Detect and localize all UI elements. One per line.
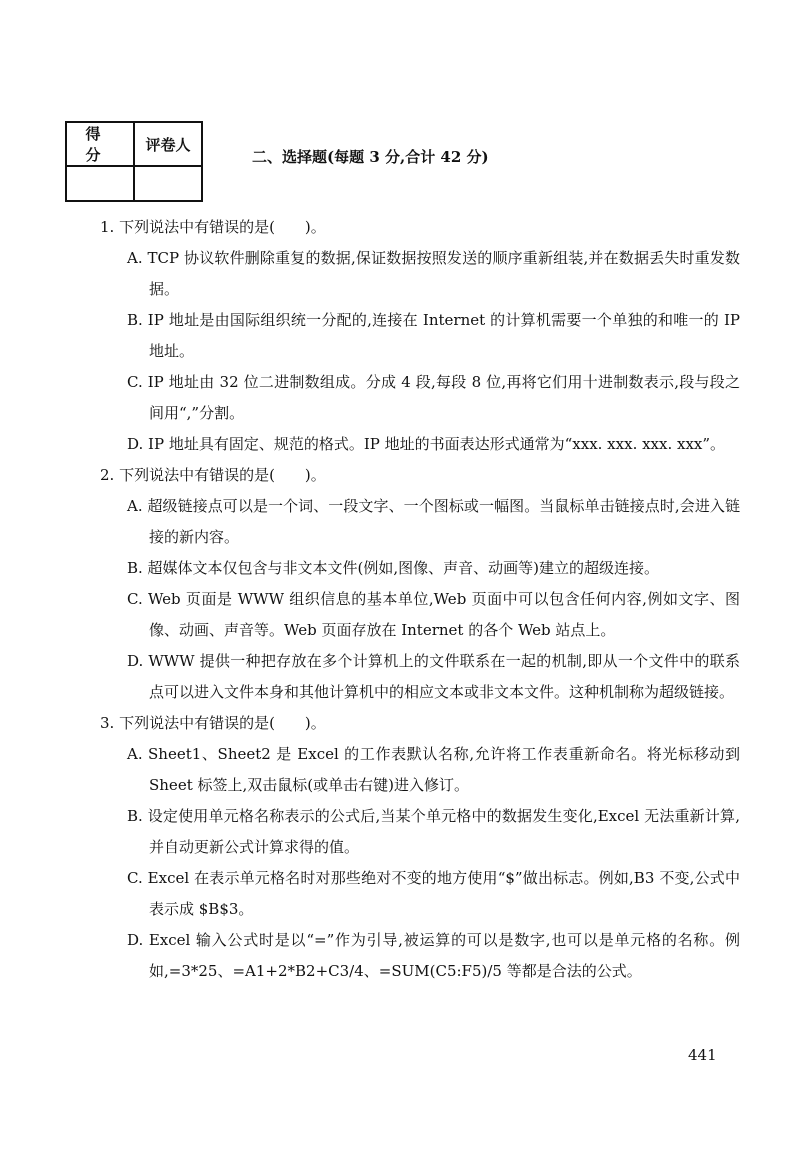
question-stem: 2. 下列说法中有错误的是( )。 xyxy=(100,466,326,484)
option-a: A. 超级链接点可以是一个词、一段文字、一个图标或一幅图。当鼠标单击链接点时,会进入链接的新内容。 xyxy=(127,497,740,546)
option-b: B. 设定使用单元格名称表示的公式后,当某个单元格中的数据发生变化,Excel 无法重新计算,并自动更新公式计算求得的值。 xyxy=(127,807,740,856)
option-d: D. WWW 提供一种把存放在多个计算机上的文件联系在一起的机制,即从一个文件中的联系点可以进入文件本身和其他计算机中的相应文本或非文本文件。这种机制称为超级链接。 xyxy=(127,652,740,701)
score-label-cell xyxy=(66,122,134,166)
option-b: B. IP 地址是由国际组织统一分配的,连接在 Internet 的计算机需要一个单独的和唯一的 IP 地址。 xyxy=(127,311,740,360)
section-title: 二、选择题(每题 3 分,合计 42 分) xyxy=(252,148,489,166)
question-stem: 3. 下列说法中有错误的是( )。 xyxy=(100,714,326,732)
option-b: B. 超媒体文本仅包含与非文本文件(例如,图像、声音、动画等)建立的超级连接。 xyxy=(127,559,660,577)
reviewer-blank-cell xyxy=(134,166,202,201)
reviewer-label: 评卷人 xyxy=(145,135,191,154)
question-list xyxy=(100,212,740,987)
option-d: D. IP 地址具有固定、规范的格式。IP 地址的书面表达形式通常为“xxx. xxx. xxx. xxx”。 xyxy=(127,435,726,453)
option-a: A. TCP 协议软件删除重复的数据,保证数据按照发送的顺序重新组装,并在数据丢失时重发数据。 xyxy=(127,249,740,298)
question-stem: 1. 下列说法中有错误的是( )。 xyxy=(100,218,326,236)
option-c: C. Excel 在表示单元格名时对那些绝对不变的地方使用“$”做出标志。例如,B3 不变,公式中表示成 $B$3。 xyxy=(127,869,740,918)
page-number: 441 xyxy=(688,1046,717,1064)
reviewer-label-cell xyxy=(134,122,202,166)
question-3 xyxy=(100,708,740,987)
question-1 xyxy=(100,212,740,460)
question-2 xyxy=(100,460,740,708)
option-d: D. Excel 输入公式时是以“=”作为引导,被运算的可以是数字,也可以是单元格的名称。例如,=3*25、=A1+2*B2+C3/4、=SUM(C5:F5)/5 等都是合法的公式。 xyxy=(127,931,740,980)
option-c: C. IP 地址由 32 位二进制数组成。分成 4 段,每段 8 位,再将它们用十进制数表示,段与段之间用“,”分割。 xyxy=(127,373,740,422)
option-a: A. Sheet1、Sheet2 是 Excel 的工作表默认名称,允许将工作表重新命名。将光标移动到 Sheet 标签上,双击鼠标(或单击右键)进入修订。 xyxy=(127,745,740,794)
score-box xyxy=(65,121,203,202)
score-label: 得 分 xyxy=(85,125,115,164)
score-blank-cell xyxy=(66,166,134,201)
option-c: C. Web 页面是 WWW 组织信息的基本单位,Web 页面中可以包含任何内容,例如文字、图像、动画、声音等。Web 页面存放在 Internet 的各个 Web 站点上。 xyxy=(127,590,740,639)
